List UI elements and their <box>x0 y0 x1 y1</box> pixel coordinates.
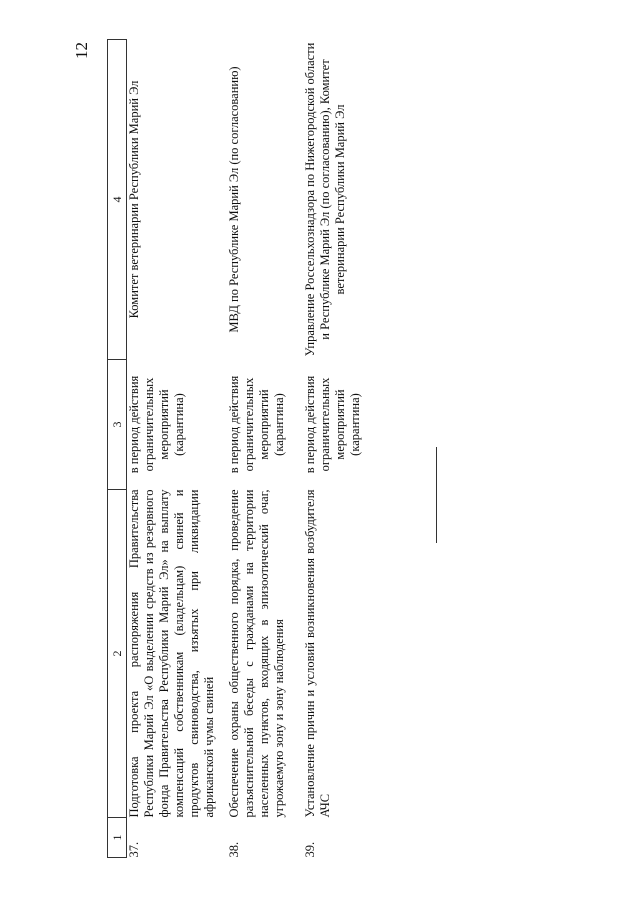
row-number: 38. <box>227 841 241 858</box>
row-number: 39. <box>303 841 317 858</box>
row-term: в период действия ограничительных мероприятий (карантина) <box>303 375 362 474</box>
row-task: Подготовка проекта распоряжения Правительства Республики Марий Эл «О выделении средств из резервного фонда Правительства Республики Марий Эл» на выплату компенсаций собственникам (владельцам) свиней и продуктов свиноводства, изъятых при ликвидации африканской чумы свиней <box>127 489 216 818</box>
row-task: Установление причин и условий возникновения возбудителя АЧС <box>303 489 332 818</box>
table-row <box>303 40 399 858</box>
row-executor: Комитет ветеринарии Республики Марий Эл <box>127 80 141 319</box>
header-col-4: 4 <box>108 40 127 360</box>
header-col-1: 1 <box>108 818 127 858</box>
row-number: 37. <box>127 841 141 858</box>
table-wrapper <box>107 40 397 858</box>
row-task: Обеспечение охраны общественного порядка, проведение разъяснительной беседы с гражданами на территории населенных пунктов, входящих в эпизоотический очаг, угрожаемую зону и зону наблюдения <box>227 489 286 818</box>
table-header-row <box>108 40 127 858</box>
row-executor: Управление Россельхознадзора по Нижегородской области и Республике Марий Эл (по согласованию), Комитет ветеринарии Республики Марий Эл <box>303 42 347 357</box>
row-executor: МВД по Республике Марий Эл (по согласованию) <box>227 66 241 333</box>
measures-table <box>107 39 399 858</box>
row-term: в период действия ограничительных мероприятий (карантина) <box>127 375 186 474</box>
closing-rule-divider <box>436 447 437 543</box>
table-row <box>127 40 228 858</box>
header-col-3: 3 <box>108 360 127 490</box>
header-col-2: 2 <box>108 490 127 818</box>
page-number: 12 <box>72 42 91 59</box>
row-term: в период действия ограничительных мероприятий (карантина) <box>227 375 286 474</box>
table-row <box>227 40 303 858</box>
